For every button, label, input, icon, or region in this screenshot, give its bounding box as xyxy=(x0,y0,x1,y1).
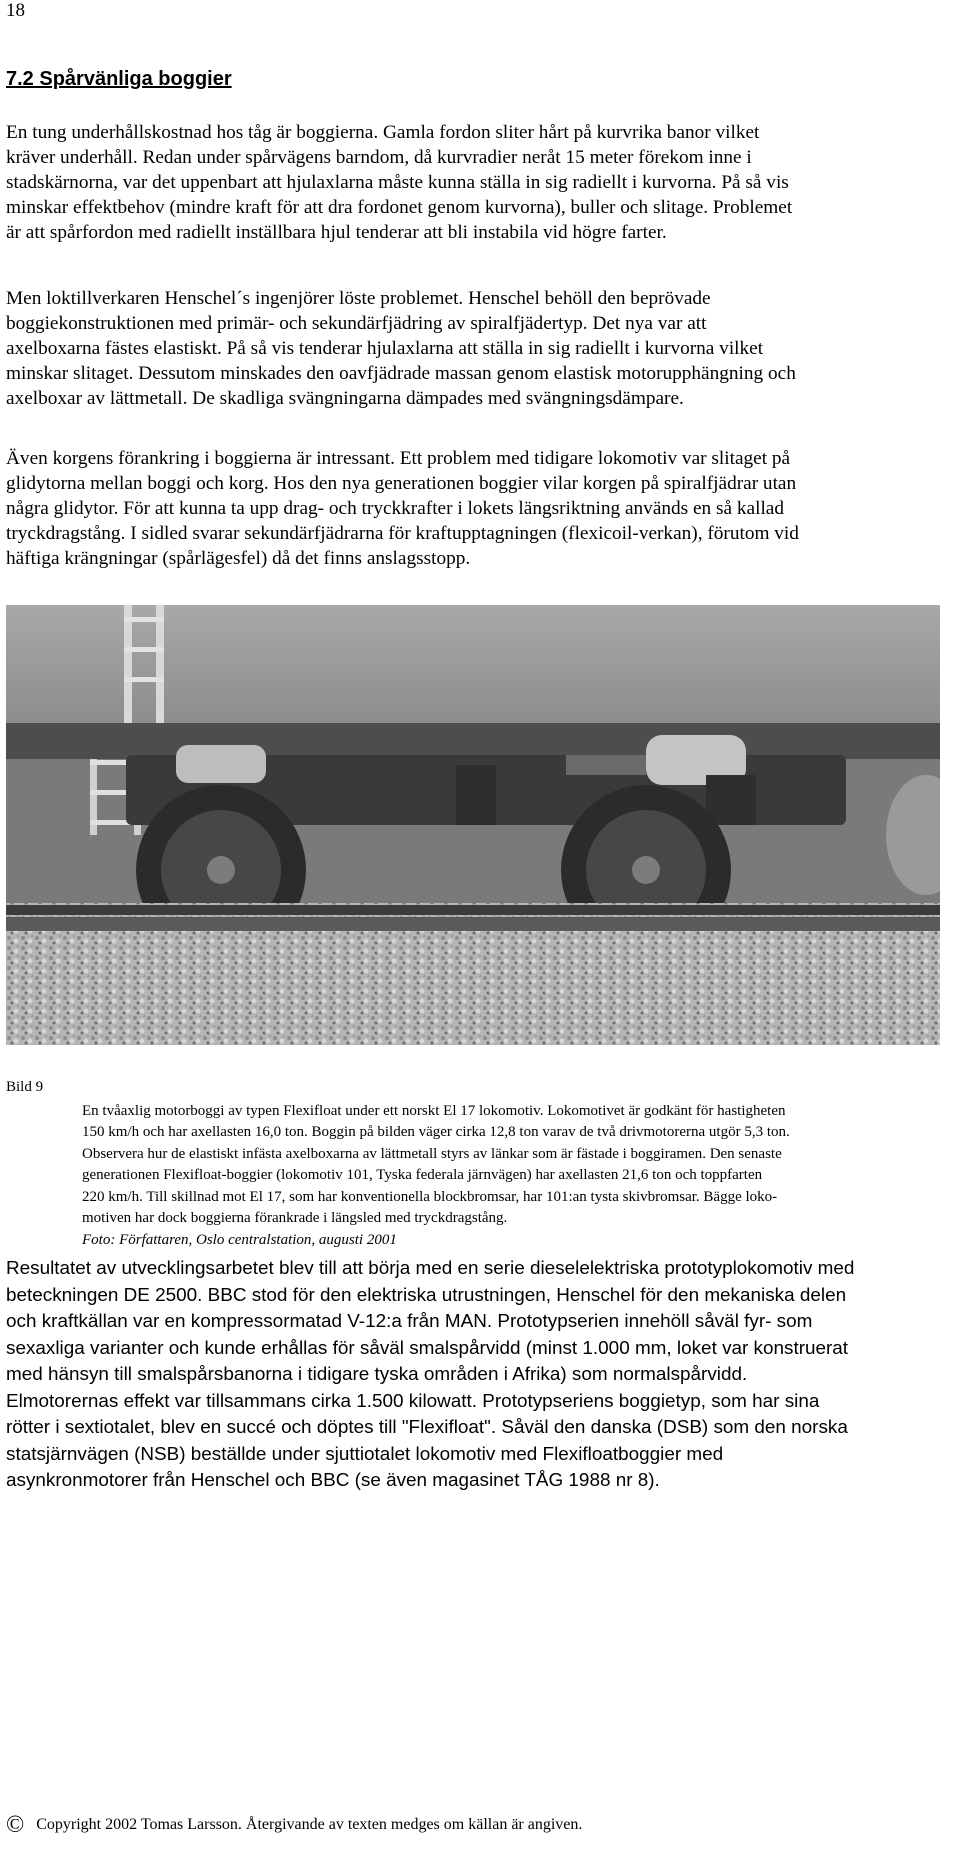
footer xyxy=(6,1813,582,1837)
bogie-photo xyxy=(6,605,940,1045)
rail xyxy=(6,905,940,915)
locomotive-body xyxy=(6,605,940,735)
section-heading: 7.2 Spårvänliga boggier xyxy=(6,68,232,90)
body-paragraph-4: Resultatet av utvecklingsarbetet blev till att börja med en serie dieselelektriska prototyplokomotiv med beteckningen DE 2500. BBC stod för den elektriska utrustningen, Henschel för den mekaniska delen och kraftkällan var en kompressormatad V-12:a från MAN. Prototypserien innehöll såväl fyr- som sexaxliga varianter och kunde erhållas för såväl smalspårvidd (minst 1.000 mm, loket var konstruerat med hänsyn till smalspårsbanorna i tidigare tyska områden i Afrika) som normalspårvidd. Elmotorernas effekt var tillsammans cirka 1.500 kilowatt. Prototypseriens boggietyp, som har sina rötter i sextiotalet, blev en succé och döptes till "Flexifloat". Såväl den danska (DSB) som den norska statsjärnvägen (NSB) beställde under sjuttiotalet lokomotiv med Flexifloatboggier med asynkronmotorer från Henschel och BBC (se även magasinet TÅG 1988 nr 8). xyxy=(6,1258,855,1491)
figure-caption xyxy=(82,1079,958,1273)
copyright-icon: © xyxy=(6,1812,25,1838)
page-number: 18 xyxy=(6,0,25,21)
body-paragraph-3: Även korgens förankring i boggierna är intressant. Ett problem med tidigare lokomotiv var slitaget på glidytorna mellan boggi och korg. Hos den nya generationen boggier vilar korgen på spiralfjädrar utan några glidytor. För att kunna ta upp drag- och tryckkrafter i lokets längsriktning används en så kallad tryckdragstång. I sidled svarar sekundärfjädrarna för kraftupptagningen (flexicoil-verkan), förutom vid häftiga krängningar (spårlägesfel) då det finns anslagsstopp. xyxy=(6,448,799,569)
figure-label: Bild 9 xyxy=(6,1079,44,1095)
body-underframe xyxy=(6,723,940,759)
figure-credit: Foto: Författaren, Oslo centralstation, augusti 2001 xyxy=(82,1231,397,1248)
figure-caption-text: En tvåaxlig motorboggi av typen Flexifloat under ett norskt El 17 lokomotiv. Lokomotivet är godkänt för hastigheten 150 km/h och har axellasten 16,0 ton. Boggin på bilden väger cirka 12,8 ton varav de två drivmotorerna utgör 5,3 ton. Observera hur de elastiskt infästa axelboxarna av lättmetall styrs av länkar som är fästade i boggiramen. Den senaste generationen Flexifloat-boggier (lokomotiv 101, Tyska federala järnvägen) har axellasten 21,6 ton och toppfarten 220 km/h. Till skillnad mot El 17, som har konventionella blockbromsar, har 101:an tysta skivbromsar. Bägge loko- motiven har dock boggierna förankrade i längsled med tryckdragstång. xyxy=(82,1102,790,1226)
body-paragraph-1: En tung underhållskostnad hos tåg är boggierna. Gamla fordon sliter hårt på kurvrika banor vilket kräver underhåll. Redan under spårvägens barndom, då kurvradier neråt 15 meter förekom inne i stadskärnorna, var det uppenbart att hjulaxlarna måste kunna ställa in sig radiellt i kurvorna. På så vis minskar effektbehov (mindre kraft för att dra fordonet genom kurvorna), buller och slitage. Problemet är att spårfordon med radiellt inställbara hjul tenderar att bli instabila vid högre farter. xyxy=(6,122,793,243)
copyright-text: Copyright 2002 Tomas Larsson. Återgivande av texten medges om källan är angiven. xyxy=(36,1816,583,1833)
sleeper xyxy=(6,917,940,931)
body-paragraph-2: Men loktillverkaren Henschel´s ingenjörer löste problemet. Henschel behöll den beprövade boggiekonstruktionen med primär- och sekundärfjädring av spiralfjädertyp. Det nya var att axelboxarna fästes elastiskt. På så vis tenderar hjulaxlarna att ställa in sig radiellt i kurvorna vilket minskar slitaget. Dessutom minskades den oavfjädrade massan genom elastisk motorupphängning och axelboxar av lättmetall. De skadliga svängningarna dämpades med svängningsdämpare. xyxy=(6,288,796,409)
